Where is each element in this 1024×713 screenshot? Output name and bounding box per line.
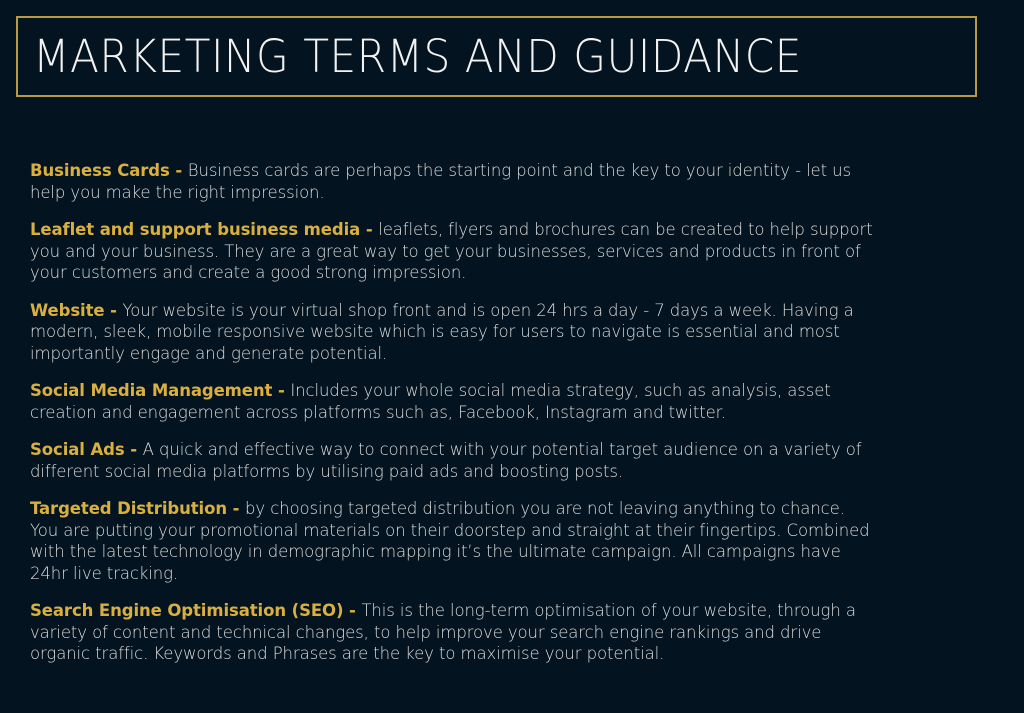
title-box: [16, 16, 977, 97]
term-separator: -: [360, 220, 379, 239]
term-name: Social Media Management: [30, 381, 273, 400]
term-description: Includes your whole social media strategy, such as analysis, asset creation and engagement across platforms such as, Facebook, Instagram and twitter.: [30, 381, 831, 422]
term-separator: -: [169, 161, 188, 180]
term-social-ads: [30, 439, 875, 482]
term-business-cards: [30, 160, 875, 203]
term-description: Business cards are perhaps the starting point and the key to your identity - let us help you make the right impression.: [30, 161, 851, 202]
term-separator: -: [124, 440, 143, 459]
term-website: [30, 300, 875, 365]
term-social-media-management: [30, 380, 875, 423]
term-targeted-distribution: [30, 498, 875, 584]
terms-list: [30, 160, 875, 681]
term-description: by choosing targeted distribution you are not leaving anything to chance. You are putting your promotional materials on their doorstep and straight at their fingertips. Combined with the latest technology in demographic mapping it’s the ultimate campaign. All campaigns have 24hr live tracking.: [30, 499, 870, 583]
term-leaflet-media: [30, 219, 875, 284]
term-description: Your website is your virtual shop front and is open 24 hrs a day - 7 days a week. Having a modern, sleek, mobile responsive website which is easy for users to navigate is essential and most importantly engage and generate potential.: [30, 300, 854, 363]
term-name: Search Engine Optimisation (SEO): [30, 601, 344, 620]
term-separator: -: [226, 499, 246, 518]
term-separator: -: [272, 381, 291, 400]
term-seo: [30, 600, 875, 665]
term-separator: -: [343, 601, 362, 620]
term-name: Leaflet and support business media: [30, 220, 361, 239]
term-name: Website: [30, 300, 105, 320]
term-description: leaflets, flyers and brochures can be created to help support you and your business. They are a great way to get your businesses, services and products in front of your customers and create a good strong impression.: [30, 220, 873, 282]
term-description: A quick and effective way to connect with your potential target audience on a variety of different social media platforms by utilising paid ads and boosting posts.: [30, 440, 862, 481]
term-name: Targeted Distribution: [30, 499, 227, 518]
term-name: Social Ads: [30, 440, 125, 459]
term-description: This is the long-term optimisation of your website, through a variety of content and technical changes, to help improve your search engine rankings and drive organic traffic. Keywords and Phrases are the key to maximise your potential.: [30, 601, 856, 663]
term-name: Business Cards: [30, 161, 170, 180]
page-title: MARKETING TERMS AND GUIDANCE: [33, 30, 802, 83]
term-separator: -: [104, 300, 123, 320]
